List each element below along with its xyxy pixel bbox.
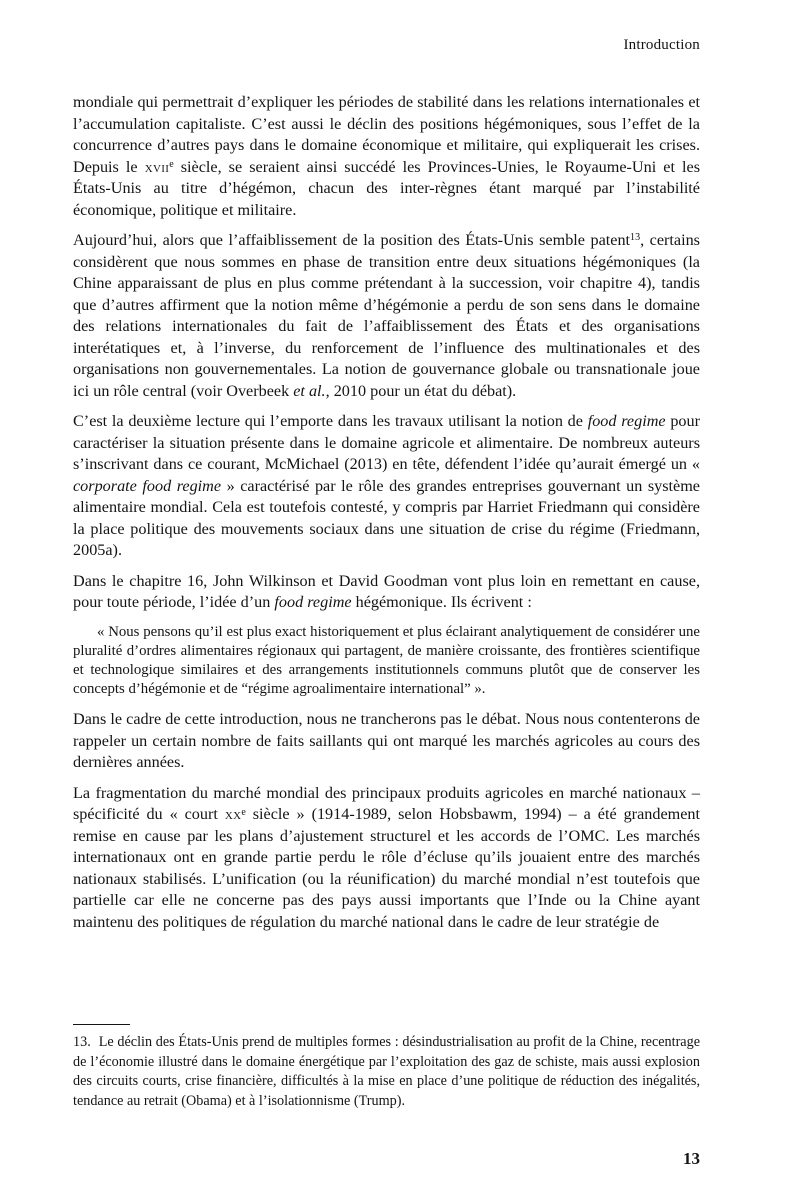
- footnote-13: [73, 1033, 700, 1111]
- text-segment: C’est la deuxième lecture qui l’emporte dans les travaux utilisant la notion de: [73, 412, 588, 430]
- page-number: 13: [683, 1149, 700, 1168]
- paragraph-4: [73, 571, 700, 614]
- text-segment: , 2010 pour un état du débat).: [325, 381, 517, 400]
- text-segment: xx: [224, 805, 242, 824]
- text-segment: » caractérisé par le rôle des grandes entreprises gouvernant un système alimentaire mondial. Cela est toutefois contesté, y compris par Harriet Friedmann qui considère la place politique des mouvements sociaux dans une situation de crise du régime (Friedmann, 2005a).: [73, 476, 700, 559]
- text-segment: e: [169, 158, 174, 170]
- footnote-separator-rule: [73, 1024, 130, 1025]
- paragraph-3: [73, 411, 700, 562]
- running-header: Introduction: [623, 37, 700, 53]
- text-segment: Dans le cadre de cette introduction, nous ne trancherons pas le débat. Nous nous contenterons de rappeler un certain nombre de faits saillants qui ont marqué les marchés agricoles au cours des dernières années.: [73, 710, 700, 772]
- footnote-ref-13: 13: [630, 232, 641, 244]
- paragraph-5: [73, 709, 700, 774]
- text-segment: hégémonique. Ils écrivent :: [351, 593, 532, 611]
- text-segment: , certains considèrent que nous sommes en phase de transition entre deux situations hégémoniques (la Chine apparaissant de plus en plus comme prétendant à la succession, voir chapitre 4), tandis que d’autres affirment que la notion même d’hégémonie a perdu de son sens dans le domaine des relations internationales du fait de l’affaiblissement des États et des organisations interétatiques et, à l’inverse, du renforcement de l’influence des multinationales et des organisations non gouvernementales. La notion de gouvernance globale ou transnationale joue ici un rôle central (voir Overbeek: [73, 231, 700, 400]
- text-segment: xvii: [144, 157, 170, 176]
- text-segment: food regime: [587, 412, 666, 430]
- footnote-area: [73, 1024, 700, 1111]
- text-segment: pour caractériser la situation présente dans le domaine agricole et alimentaire. De nombreux auteurs s’inscrivant dans ce courant, McMichael (2013) en tête, défendent l’idée qu’aurait émergé un «: [73, 412, 700, 473]
- text-segment: Aujourd’hui, alors que l’affaiblissement de la position des États-Unis semble patent: [73, 231, 631, 249]
- paragraph-1: [73, 92, 700, 221]
- text-segment: Dans le chapitre 16, John Wilkinson et David Goodman vont plus loin en remettant en cause, pour toute période, l’idée d’un: [73, 571, 700, 611]
- text-segment: siècle, se seraient ainsi succédé les Provinces-Unies, le Royaume-Uni et les États-Unis au titre d’hégémon, chacun des inter-règnes étant marqué par l’instabilité économique, politique et militaire.: [73, 157, 700, 219]
- text-segment: « Nous pensons qu’il est plus exact historiquement et plus éclairant analytiquement de considérer une pluralité d’ordres alimentaires régionaux qui partagent, de manière croissante, des frontières scientifique et technologique similaires et des arrangements institutionnels communs plutôt que de conserver les concepts d’hégémonie et de “régime agroalimentaire international” ».: [73, 623, 700, 698]
- paragraph-6: [73, 783, 700, 934]
- text-segment: et al.: [293, 381, 326, 400]
- text-segment: La fragmentation du marché mondial des principaux produits agricoles en marché nationaux – spécificité du « court: [73, 783, 700, 824]
- text-segment: mondiale qui permettrait d’expliquer les périodes de stabilité dans les relations internationales et l’accumulation capitaliste. C’est aussi le déclin des positions hégémoniques, sous l’effet de la concurrence d’autres pays dans le domaine économique et militaire, qui expliquerait les crises. Depuis le: [73, 93, 700, 176]
- text-segment: Le déclin des États-Unis prend de multiples formes : désindustrialisation au profit de la Chine, recentrage de l’économie illustré dans le domaine énergétique par l’exploitation des gaz de schiste, mais aussi explosion des circuits courts, crise financière, difficultés à la mise en place d’une politique de réduction des inégalités, tendance au retrait (Obama) et à l’isolationnisme (Trump).: [73, 1034, 700, 1109]
- text-segment: e: [241, 806, 246, 818]
- text-segment: food regime: [274, 593, 352, 611]
- block-quote: [73, 623, 700, 700]
- paragraph-2: [73, 230, 700, 402]
- main-text: [73, 92, 700, 933]
- text-segment: corporate food regime: [73, 476, 222, 495]
- text-segment: 13.: [73, 1034, 91, 1050]
- text-segment: siècle » (1914-1989, selon Hobsbawm, 1994) – a été grandement remise en cause par les plans d’ajustement structurel et les accords de l’OMC. Les marchés internationaux ont en grande partie perdu le rôle d’écluse qu’ils jouaient entre des marchés nationaux stabilisés. L’unification (ou la réunification) du marché mondial n’est toutefois que partielle car elle ne concerne pas des pays aussi importants que l’Inde ou la Chine ayant maintenu des politiques de régulation du marché national dans le cadre de leur stratégie de: [73, 805, 700, 931]
